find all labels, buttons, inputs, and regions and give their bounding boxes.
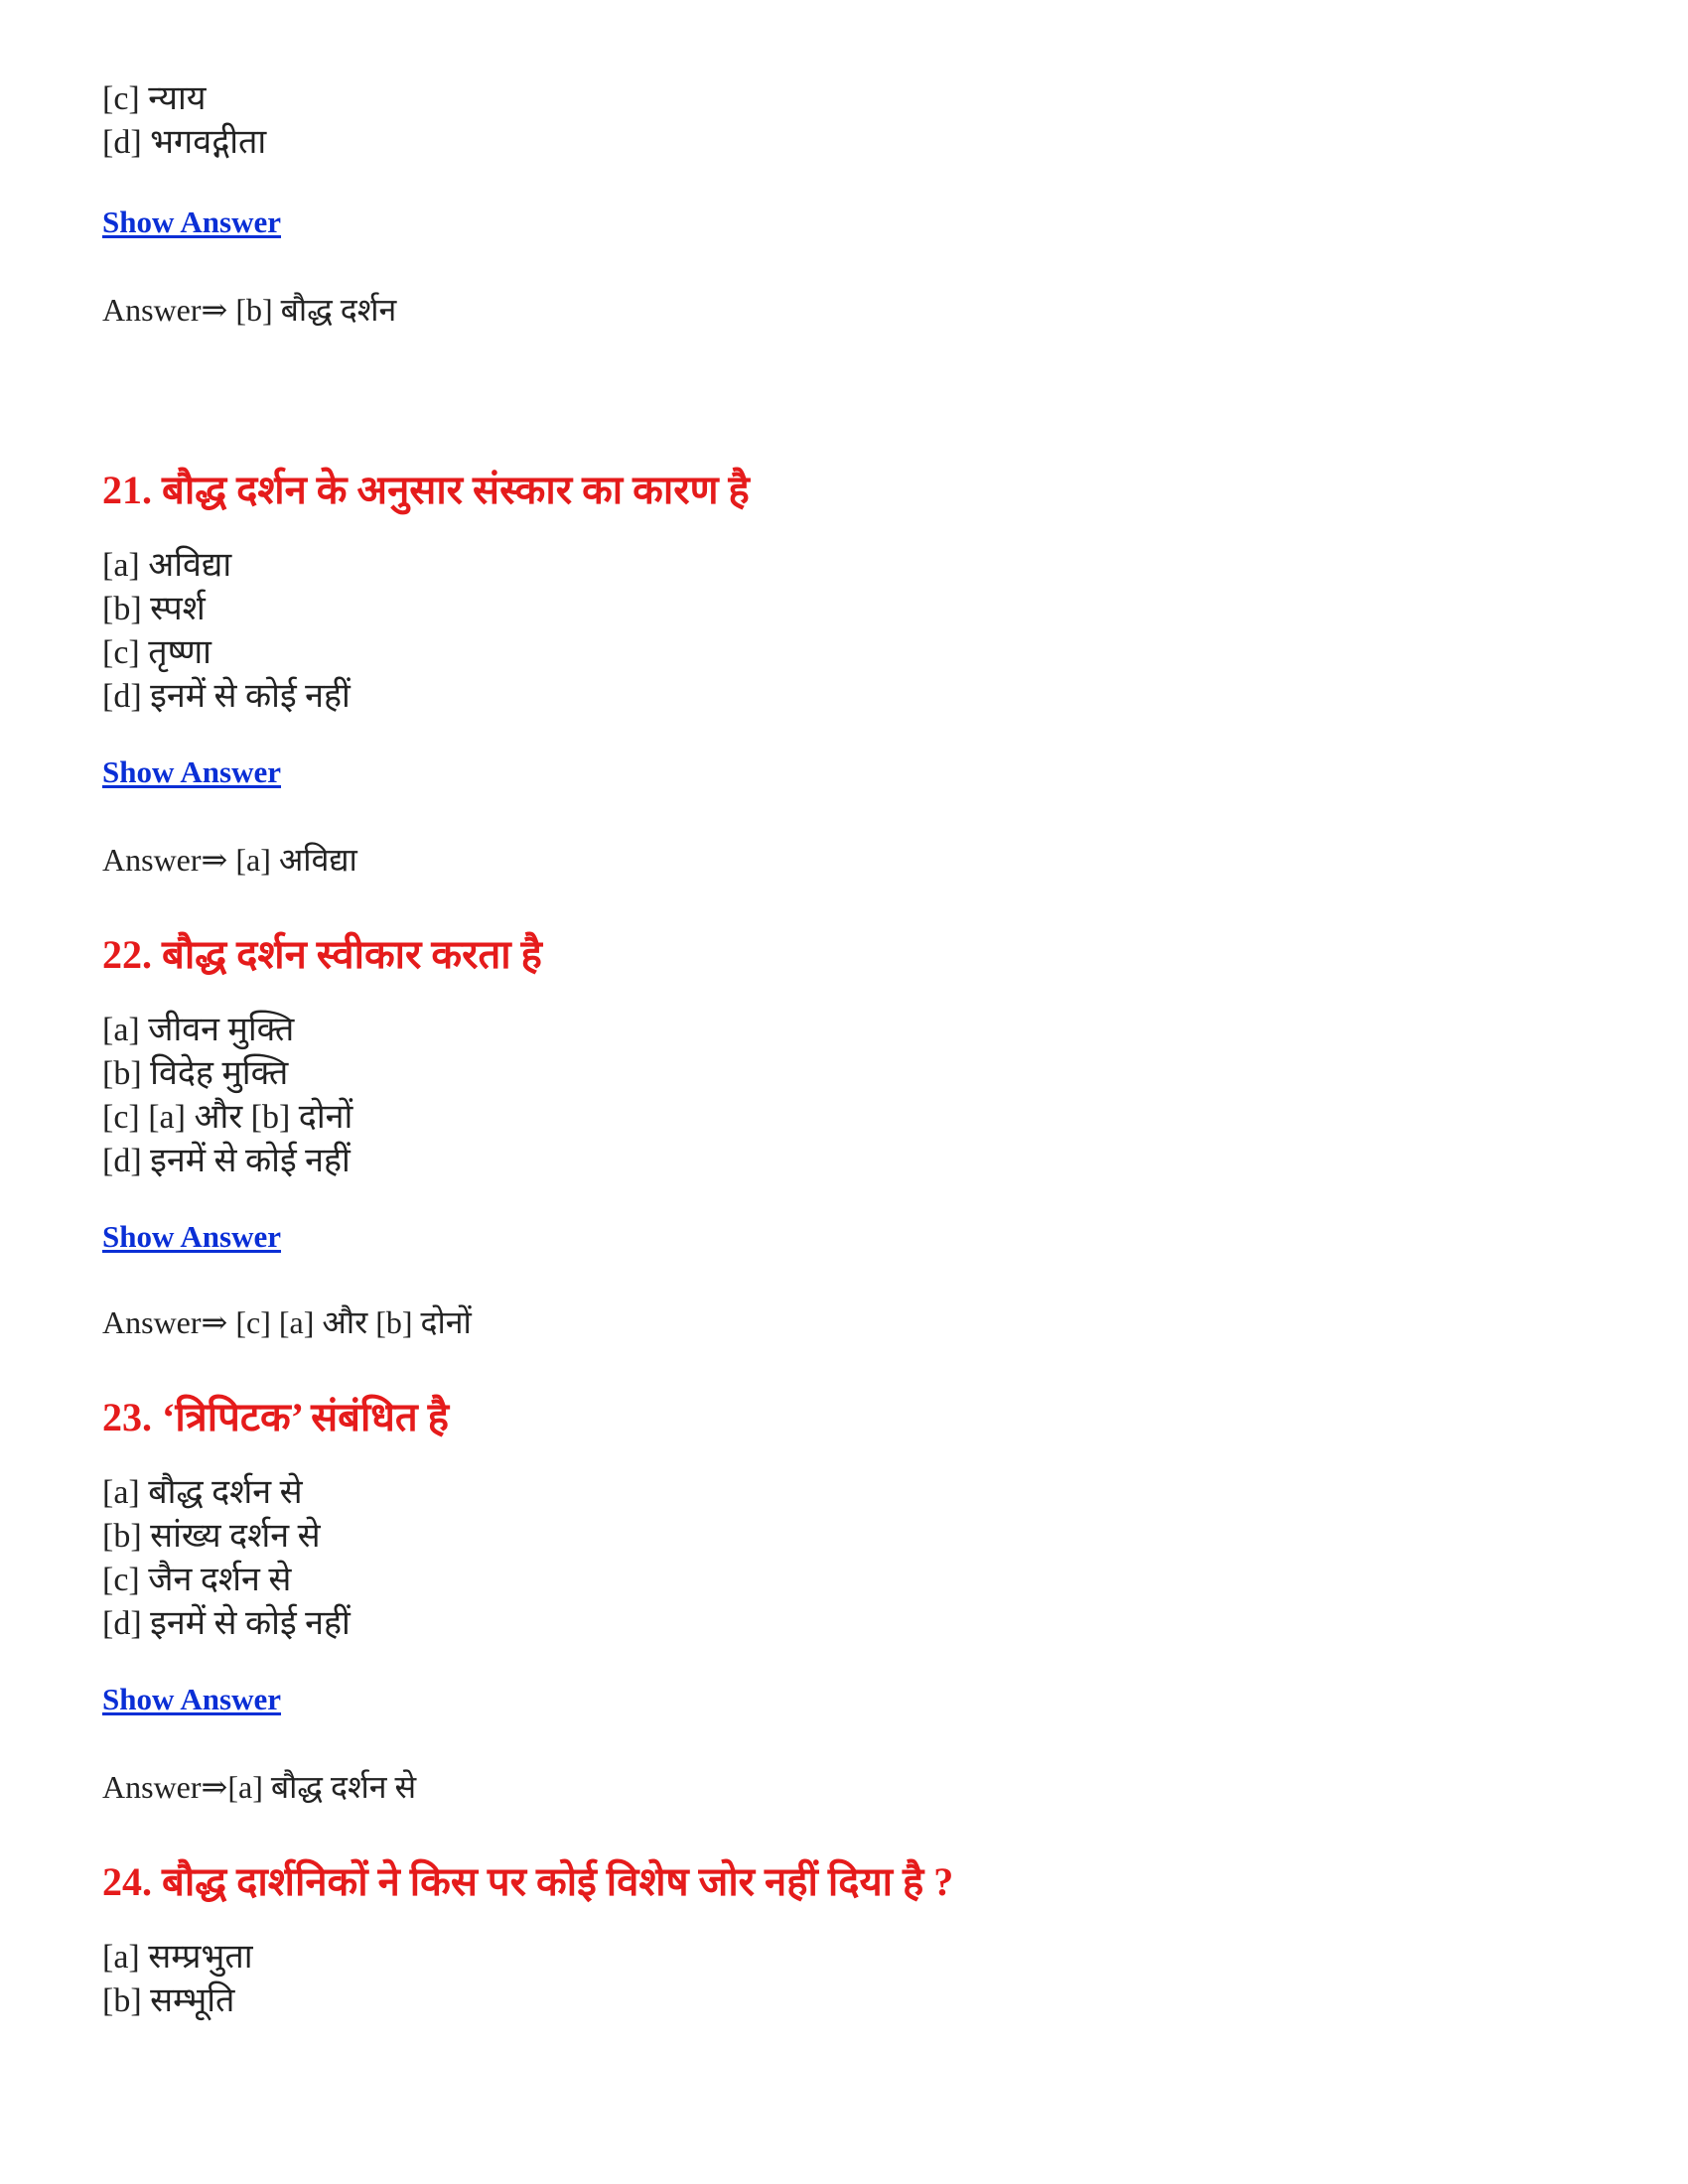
show-answer-link[interactable]: Show Answer <box>102 754 282 789</box>
option-c: [c] न्याय <box>102 80 207 117</box>
option-a: [a] जीवन मुक्ति <box>102 1012 295 1048</box>
question-title-21: 21. बौद्ध दर्शन के अनुसार संस्कार का कारण है <box>102 468 750 512</box>
option-d: [d] भगवद्गीता <box>102 124 267 161</box>
option-a: [a] अविद्या <box>102 547 232 584</box>
option-b: [b] सम्भूति <box>102 1982 235 2019</box>
question-title-24: 24. बौद्ध दार्शनिकों ने किस पर कोई विशेष जोर नहीं दिया है ? <box>102 1859 954 1904</box>
question-21-options <box>102 544 351 719</box>
option-d: [d] इनमें से कोई नहीं <box>102 1605 351 1642</box>
option-d: [d] इनमें से कोई नहीं <box>102 1143 351 1179</box>
option-a: [a] सम्प्रभुता <box>102 1939 253 1976</box>
show-answer-link[interactable]: Show Answer <box>102 1219 282 1254</box>
answer-text: Answer⇒ [b] बौद्ध दर्शन <box>102 292 397 328</box>
option-b: [b] स्पर्श <box>102 591 206 627</box>
option-c: [c] तृष्णा <box>102 634 211 671</box>
question-title-23: 23. ‘त्रिपिटक’ संबंधित है <box>102 1395 449 1439</box>
option-a: [a] बौद्ध दर्शन से <box>102 1474 303 1511</box>
prev-question-options <box>102 77 266 165</box>
answer-text: Answer⇒[a] बौद्ध दर्शन से <box>102 1769 417 1805</box>
question-title-22: 22. बौद्ध दर्शन स्वीकार करता है <box>102 932 542 977</box>
option-c: [c] जैन दर्शन से <box>102 1562 292 1598</box>
show-answer-link[interactable]: Show Answer <box>102 1682 282 1716</box>
question-24-options <box>102 1936 253 2023</box>
question-23-options <box>102 1471 351 1646</box>
answer-text: Answer⇒ [a] अविद्या <box>102 842 357 878</box>
option-b: [b] विदेह मुक्ति <box>102 1055 289 1092</box>
show-answer-link[interactable]: Show Answer <box>102 205 282 239</box>
option-b: [b] सांख्य दर्शन से <box>102 1518 321 1555</box>
question-22-options <box>102 1009 352 1183</box>
option-c: [c] [a] और [b] दोनों <box>102 1099 353 1136</box>
answer-text: Answer⇒ [c] [a] और [b] दोनों <box>102 1304 472 1340</box>
option-d: [d] इनमें से कोई नहीं <box>102 678 351 715</box>
